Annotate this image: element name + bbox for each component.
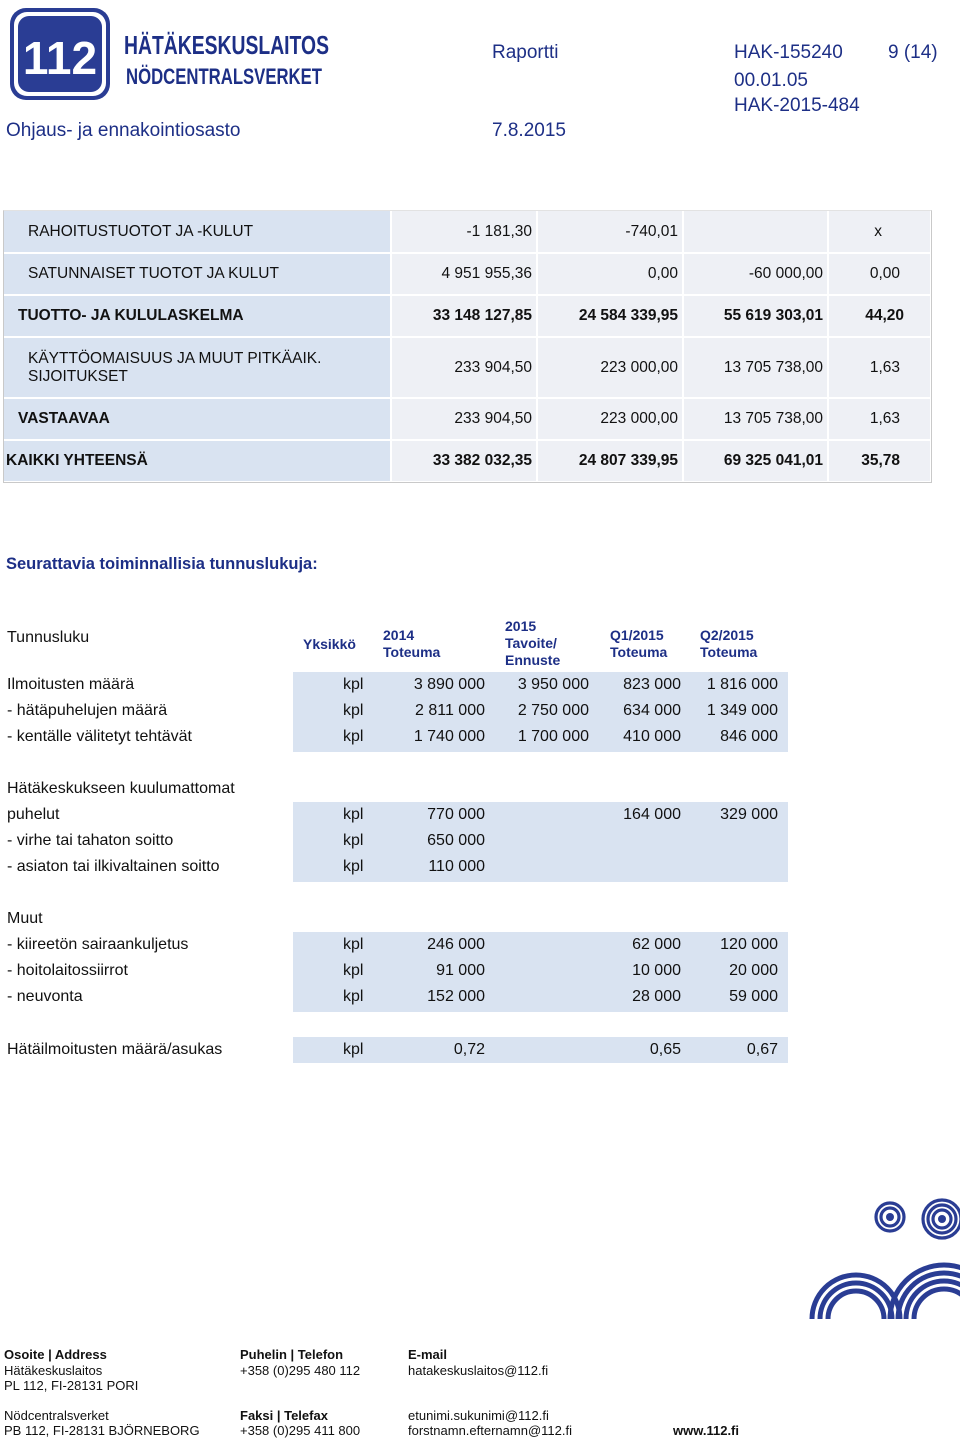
footer-website-link[interactable]: www.112.fi — [673, 1423, 739, 1438]
value-cell: 69 325 041,01 — [683, 440, 828, 482]
kpi-q1: 164 000 — [623, 806, 681, 823]
kpi-2014: 246 000 — [427, 936, 485, 953]
kpi-2014: 3 890 000 — [413, 676, 485, 693]
header-line: Q2/2015 — [700, 627, 754, 643]
footer-org-fi: Hätäkeskuslaitos — [4, 1363, 103, 1378]
footer-email[interactable]: hatakeskuslaitos@112.fi — [408, 1363, 549, 1378]
kpi-q2: 0,67 — [746, 1041, 778, 1058]
page-number: 9 (14) — [888, 42, 938, 63]
value-cell: -740,01 — [537, 211, 683, 253]
kpi-unit: kpl — [343, 988, 364, 1005]
value-cell: 33 382 032,35 — [391, 440, 537, 482]
kpi-label: - hätäpuhelujen määrä — [7, 702, 168, 719]
row-label: VASTAAVAA — [4, 398, 391, 440]
value-cell: 233 904,50 — [391, 337, 537, 398]
header-line: Q1/2015 — [610, 627, 664, 643]
hatakeskuslaitos-logo — [4, 2, 334, 108]
footer-fax-heading: Faksi | Telefax — [240, 1408, 328, 1423]
logo-name-sv: NÖDCENTRALSVERKET — [126, 64, 323, 89]
kpi-group-label: Muut — [7, 910, 43, 927]
logo-number: 112 — [22, 32, 98, 84]
header-line: Tavoite/ — [505, 635, 557, 651]
kpi-label: - hoitolaitossiirrot — [7, 962, 128, 979]
header-q1 — [610, 627, 667, 661]
kpi-q1: 410 000 — [623, 728, 681, 745]
kpi-unit: kpl — [343, 832, 364, 849]
row-highlight — [293, 854, 788, 882]
footer-fax: +358 (0)295 411 800 — [240, 1423, 361, 1438]
kpi-q2: 59 000 — [729, 988, 778, 1005]
kpi-2014: 0,72 — [453, 1041, 485, 1058]
value-cell: x — [828, 211, 931, 253]
row-label: TUOTTO- JA KULULASKELMA — [4, 295, 391, 337]
kpi-label: - kiireetön sairaankuljetus — [7, 936, 189, 953]
header-yksikko: Yksikkö — [303, 636, 356, 652]
value-cell: 55 619 303,01 — [683, 295, 828, 337]
logo-name-fi: HÄTÄKESKUSLAITOS — [124, 30, 329, 60]
value-cell — [683, 211, 828, 253]
kpi-q2: 20 000 — [729, 962, 778, 979]
row-label: RAHOITUSTUOTOT JA -KULUT — [4, 211, 391, 253]
value-cell: 1,63 — [828, 337, 931, 398]
value-cell: 35,78 — [828, 440, 931, 482]
kpi-label: Hätäilmoitusten määrä/asukas — [7, 1041, 223, 1058]
footer-org-sv: Nödcentralsverket — [4, 1408, 109, 1423]
kpi-2014: 110 000 — [428, 858, 485, 875]
value-cell: 33 148 127,85 — [391, 295, 537, 337]
kpi-label: - neuvonta — [7, 988, 83, 1005]
header-line: 2014 — [383, 627, 415, 643]
kpi-label: Ilmoitusten määrä — [7, 676, 135, 693]
value-cell: -1 181,30 — [391, 211, 537, 253]
header-line: Toteuma — [610, 644, 668, 660]
row-label-line: SIJOITUKSET — [28, 367, 128, 385]
department: Ohjaus- ja ennakointiosasto — [6, 120, 241, 141]
row-label — [4, 337, 391, 398]
table-row — [4, 337, 931, 398]
kpi-unit: kpl — [343, 806, 364, 823]
value-cell: 0,00 — [537, 253, 683, 295]
kpi-unit: kpl — [343, 728, 364, 745]
value-cell: 223 000,00 — [537, 337, 683, 398]
header-line: 2015 — [505, 618, 537, 634]
kpi-q2: 1 816 000 — [706, 676, 778, 693]
value-cell: 13 705 738,00 — [683, 398, 828, 440]
footer-phone-heading: Puhelin | Telefon — [240, 1347, 344, 1362]
header-2014 — [383, 627, 440, 661]
kpi-q1: 62 000 — [632, 936, 681, 953]
header-line: Toteuma — [383, 644, 441, 660]
kpi-q1: 28 000 — [632, 988, 681, 1005]
value-cell: 0,00 — [828, 253, 931, 295]
table-row — [4, 295, 931, 337]
header-line: Toteuma — [700, 644, 758, 660]
kpi-unit: kpl — [343, 858, 364, 875]
footer-address-fi: PL 112, FI-28131 PORI — [4, 1378, 139, 1393]
kpi-label: - virhe tai tahaton soitto — [7, 832, 174, 849]
ripple-decoration-icon — [830, 1195, 960, 1335]
table-row — [4, 211, 931, 253]
kpi-label: - kentälle välitetyt tehtävät — [7, 728, 192, 745]
header-q2 — [700, 627, 757, 661]
financial-table — [4, 211, 932, 483]
kpi-q2: 329 000 — [720, 806, 778, 823]
footer-phone: +358 (0)295 480 112 — [240, 1363, 361, 1378]
header-2015 — [505, 618, 560, 669]
value-cell: -60 000,00 — [683, 253, 828, 295]
kpi-2014: 770 000 — [427, 806, 485, 823]
row-highlight — [293, 828, 788, 854]
doc-ref: HAK-2015-484 — [734, 95, 860, 116]
value-cell: 13 705 738,00 — [683, 337, 828, 398]
kpi-2015: 3 950 000 — [517, 676, 589, 693]
value-cell: 4 951 955,36 — [391, 253, 537, 295]
footer-email-format-sv: forstnamn.efternamn@112.fi — [408, 1423, 572, 1438]
kpi-2014: 152 000 — [427, 988, 485, 1005]
kpi-2014: 2 811 000 — [415, 702, 485, 719]
row-label: KAIKKI YHTEENSÄ — [4, 440, 391, 482]
kpi-group-label: Hätäkeskukseen kuulumattomat — [7, 780, 235, 797]
kpi-2014: 650 000 — [427, 832, 485, 849]
kpi-unit: kpl — [343, 936, 364, 953]
kpi-q1: 10 000 — [632, 962, 681, 979]
kpi-unit: kpl — [343, 1041, 364, 1058]
value-cell: 223 000,00 — [537, 398, 683, 440]
footer-address-heading: Osoite | Address — [4, 1347, 107, 1362]
section-title: Seurattavia toiminnallisia tunnuslukuja: — [6, 555, 318, 573]
value-cell: 44,20 — [828, 295, 931, 337]
value-cell: 24 584 339,95 — [537, 295, 683, 337]
kpi-2014: 1 740 000 — [413, 728, 485, 745]
footer-address-sv: PB 112, FI-28131 BJÖRNEBORG — [4, 1423, 200, 1438]
doc-version: 00.01.05 — [734, 70, 808, 91]
value-cell: 233 904,50 — [391, 398, 537, 440]
doc-date: 7.8.2015 — [492, 120, 566, 141]
kpi-q2: 120 000 — [720, 936, 778, 953]
kpi-label: puhelut — [7, 806, 60, 823]
kpi-2015: 1 700 000 — [517, 728, 589, 745]
kpi-2015: 2 750 000 — [517, 702, 589, 719]
table-row — [4, 398, 931, 440]
kpi-q1: 0,65 — [649, 1041, 681, 1058]
kpi-unit: kpl — [343, 962, 364, 979]
kpi-2014: 91 000 — [436, 962, 485, 979]
value-cell: 24 807 339,95 — [537, 440, 683, 482]
kpi-label: - asiaton tai ilkivaltainen soitto — [7, 858, 220, 875]
value-cell: 1,63 — [828, 398, 931, 440]
row-label-line: KÄYTTÖOMAISUUS JA MUUT PITKÄAIK. — [28, 349, 322, 367]
header-tunnusluku: Tunnusluku — [7, 629, 90, 646]
table-row — [4, 253, 931, 295]
kpi-q2: 1 349 000 — [706, 702, 778, 719]
footer-email-heading: E-mail — [408, 1347, 448, 1362]
kpi-q1: 823 000 — [623, 676, 681, 693]
kpi-q2: 846 000 — [720, 728, 778, 745]
doc-type: Raportti — [492, 42, 559, 63]
kpi-unit: kpl — [343, 676, 364, 693]
header-line: Ennuste — [505, 652, 561, 668]
doc-id: HAK-155240 — [734, 42, 843, 63]
kpi-unit: kpl — [343, 702, 364, 719]
row-label: SATUNNAISET TUOTOT JA KULUT — [4, 253, 391, 295]
footer-email-format-fi: etunimi.sukunimi@112.fi — [408, 1408, 549, 1423]
table-row — [4, 440, 931, 482]
kpi-q1: 634 000 — [623, 702, 681, 719]
